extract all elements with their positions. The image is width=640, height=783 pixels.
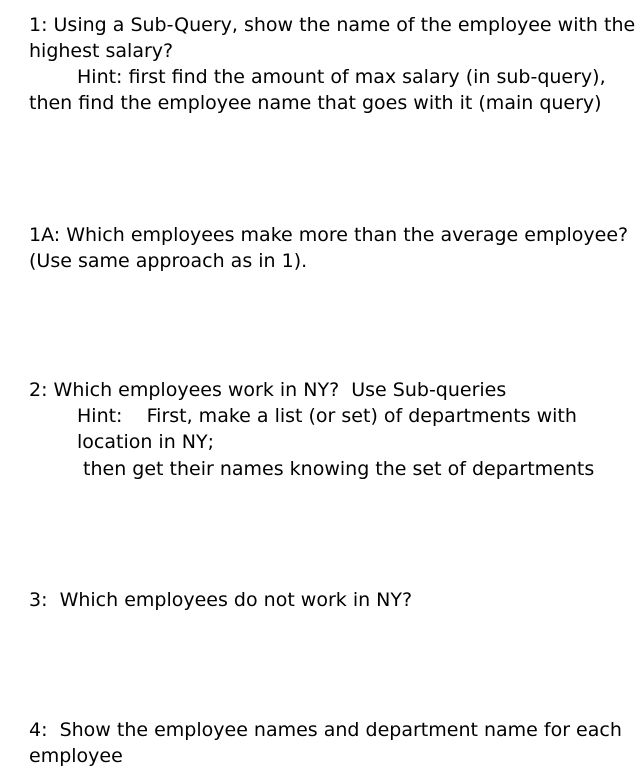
- question-4-line-1: 4: Show the employee names and department name for each: [29, 719, 622, 741]
- question-1-line-3: then find the employee name that goes with it (main query): [29, 92, 602, 114]
- question-4-line-2: employee: [29, 745, 123, 767]
- question-2-hint-3: then get their names knowing the set of departments: [77, 458, 595, 480]
- question-1-line-2: highest salary?: [29, 40, 174, 62]
- question-3-line-1: 3: Which employees do not work in NY?: [29, 589, 413, 611]
- question-2-line-1: 2: Which employees work in NY? Use Sub-queries: [29, 379, 507, 401]
- question-1-line-1: 1: Using a Sub-Query, show the name of the employee with the: [29, 14, 636, 36]
- question-1a-line-1: 1A: Which employees make more than the average employee?: [29, 224, 629, 246]
- question-2-hint-1: Hint: First, make a list (or set) of departments with: [77, 405, 577, 427]
- question-1-hint: Hint: first find the amount of max salary (in sub-query),: [77, 66, 606, 88]
- question-2-hint-2: location in NY;: [77, 431, 215, 453]
- question-1a-line-2: (Use same approach as in 1).: [29, 250, 308, 272]
